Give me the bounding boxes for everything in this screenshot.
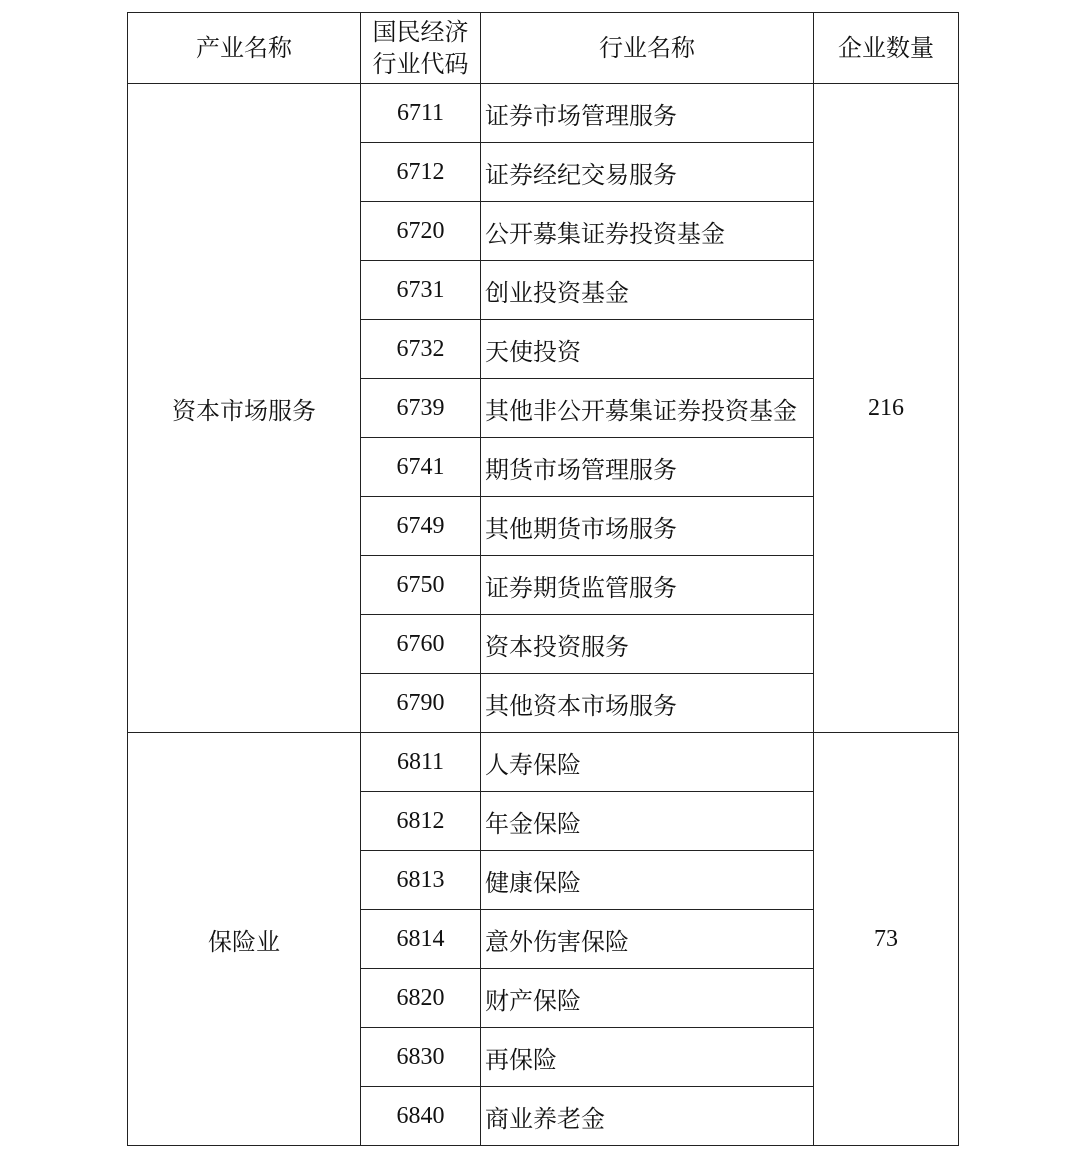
- industry-code-cell: 6760: [361, 615, 481, 674]
- sector-name-cell: 人寿保险: [481, 733, 814, 792]
- industry-code-cell: 6750: [361, 556, 481, 615]
- header-count: 企业数量: [814, 13, 959, 84]
- industry-code-cell: 6830: [361, 1028, 481, 1087]
- sector-name-cell: 年金保险: [481, 792, 814, 851]
- sector-name-cell: 健康保险: [481, 851, 814, 910]
- industry-code-cell: 6741: [361, 438, 481, 497]
- sector-name-cell: 其他资本市场服务: [481, 674, 814, 733]
- sector-name-cell: 创业投资基金: [481, 261, 814, 320]
- header-industry: 产业名称: [128, 13, 361, 84]
- industry-code-cell: 6811: [361, 733, 481, 792]
- table-body: [128, 84, 959, 1146]
- industry-name-cell: 保险业: [128, 733, 361, 1146]
- industry-code-cell: 6814: [361, 910, 481, 969]
- industry-name-cell: 资本市场服务: [128, 84, 361, 733]
- sector-name-cell: 再保险: [481, 1028, 814, 1087]
- industry-code-cell: 6812: [361, 792, 481, 851]
- sector-name-cell: 证券期货监管服务: [481, 556, 814, 615]
- industry-code-cell: 6749: [361, 497, 481, 556]
- sector-name-cell: 财产保险: [481, 969, 814, 1028]
- industry-code-cell: 6731: [361, 261, 481, 320]
- company-count-cell: 73: [814, 733, 959, 1146]
- sector-name-cell: 商业养老金: [481, 1087, 814, 1146]
- sector-name-cell: 其他期货市场服务: [481, 497, 814, 556]
- sector-name-cell: 天使投资: [481, 320, 814, 379]
- header-sector: 行业名称: [481, 13, 814, 84]
- header-row: [128, 13, 959, 84]
- industry-code-cell: 6820: [361, 969, 481, 1028]
- industry-code-cell: 6840: [361, 1087, 481, 1146]
- header-code: [361, 13, 481, 84]
- industry-code-cell: 6813: [361, 851, 481, 910]
- sector-name-cell: 意外伤害保险: [481, 910, 814, 969]
- sector-name-cell: 证券经纪交易服务: [481, 143, 814, 202]
- industry-code-cell: 6790: [361, 674, 481, 733]
- table-row: [128, 84, 959, 143]
- header-code-line1: 国民经济: [372, 18, 469, 46]
- industry-code-cell: 6720: [361, 202, 481, 261]
- industry-code-cell: 6711: [361, 84, 481, 143]
- table-row: [128, 733, 959, 792]
- company-count-cell: 216: [814, 84, 959, 733]
- header-code-line2: 行业代码: [372, 50, 469, 78]
- industry-code-cell: 6739: [361, 379, 481, 438]
- sector-name-cell: 其他非公开募集证券投资基金: [481, 379, 814, 438]
- industry-code-cell: 6712: [361, 143, 481, 202]
- sector-name-cell: 证券市场管理服务: [481, 84, 814, 143]
- sector-name-cell: 期货市场管理服务: [481, 438, 814, 497]
- industry-table: [127, 12, 959, 1146]
- sector-name-cell: 资本投资服务: [481, 615, 814, 674]
- industry-code-cell: 6732: [361, 320, 481, 379]
- sector-name-cell: 公开募集证券投资基金: [481, 202, 814, 261]
